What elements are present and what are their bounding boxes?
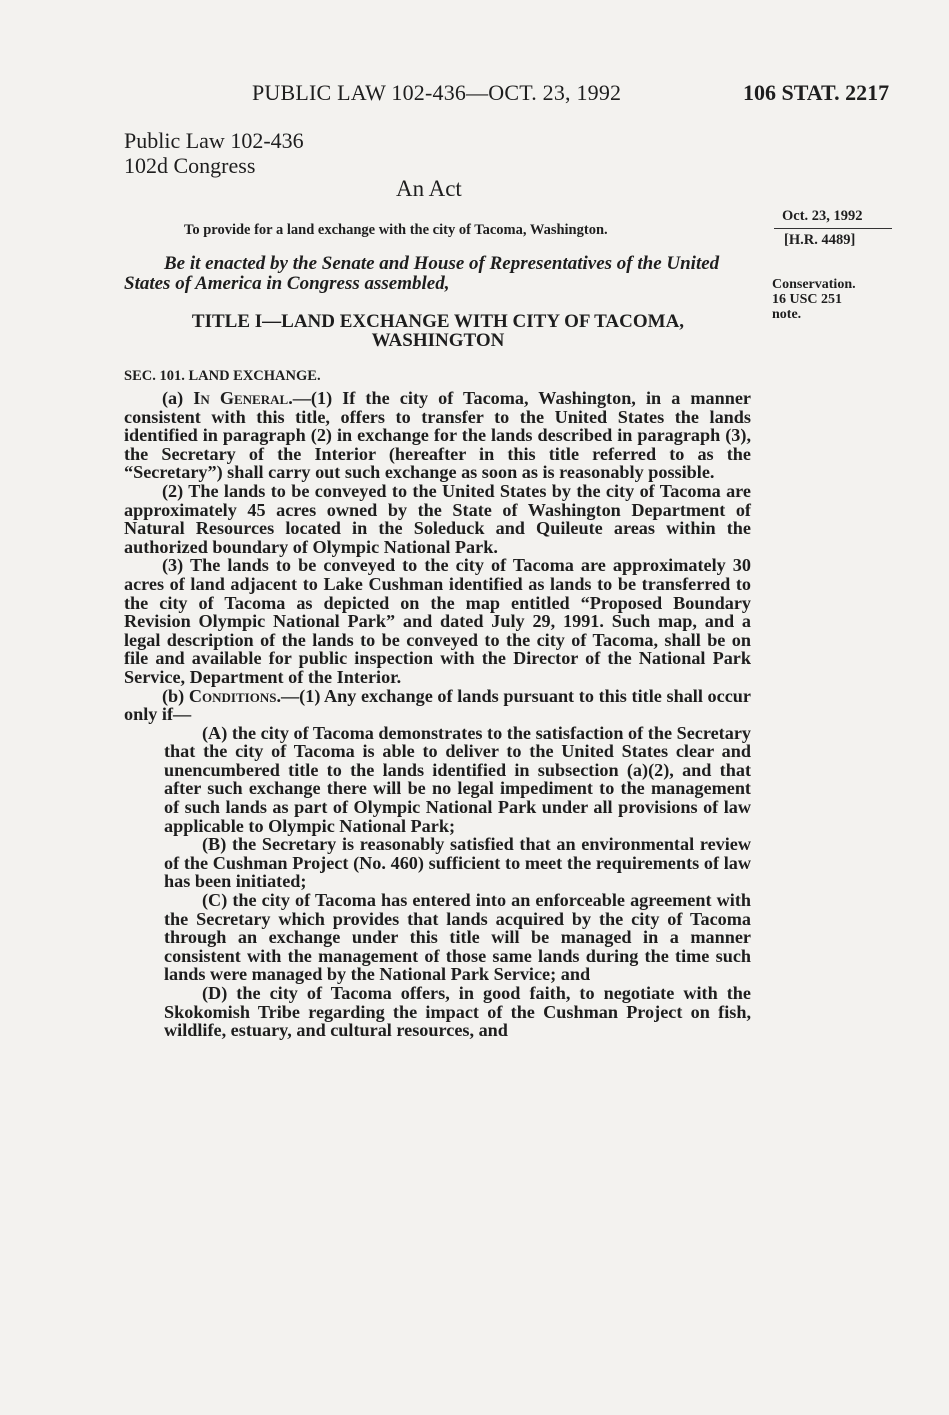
paragraph-text: .—(1) Any exchange of lands pursuant to this title shall occur only if— bbox=[124, 685, 751, 725]
statute-reference: 106 STAT. 2217 bbox=[743, 80, 890, 105]
clause-a: (A) the city of Tacoma demonstrates to the satisfaction of the Secretary that the city of Tacoma is able to deliver to the United States clear and unencumbered title to the lands identified in subsection (a)(2), and that after such exchange there will be no legal impediment to the management of such lands as part of Olympic National Park under all provisions of law applicable to Olympic National Park; bbox=[164, 722, 751, 836]
margin-date: Oct. 23, 1992 bbox=[782, 208, 863, 224]
act-label: An Act bbox=[396, 176, 462, 201]
clause-d: (D) the city of Tacoma offers, in good faith, to negotiate with the Skokomish Tribe regarding the impact of the Cushman Project on fish, wildlife, estuary, and cultural resources, and bbox=[164, 983, 751, 1041]
public-law-number: Public Law 102-436 bbox=[124, 128, 304, 153]
section-body bbox=[124, 389, 751, 1040]
margin-note-line: Conservation. bbox=[772, 277, 856, 292]
paragraph-text: .—(1) If the city of Tacoma, Washington, in a manner consistent with this title, offers to transfer to the United States the lands identified in paragraph (2) in exchange for the lands described in paragraph (3), the Secretary of the Interior (hereafter in this title referred to as the “Secretary”) shall carry out such exchange as soon as is reasonably possible. bbox=[124, 388, 751, 483]
clause-b: (B) the Secretary is reasonably satisfied that an environmental review of the Cushman Project (No. 460) sufficient to meet the requirements of law has been initiated; bbox=[164, 834, 751, 892]
paragraph-a bbox=[124, 389, 751, 482]
margin-classification bbox=[772, 277, 902, 322]
margin-notes bbox=[772, 208, 902, 322]
margin-note-line: 16 USC 251 bbox=[772, 292, 843, 307]
title-heading bbox=[124, 312, 752, 350]
title-heading-line: TITLE I—LAND EXCHANGE WITH CITY OF TACOMA, bbox=[191, 311, 685, 332]
running-head: PUBLIC LAW 102-436—OCT. 23, 1992 bbox=[252, 80, 622, 105]
law-identification bbox=[124, 128, 304, 178]
paragraph-b bbox=[124, 687, 751, 724]
clause-c: (C) the city of Tacoma has entered into an enforceable agreement with the Secretary which provides that lands acquired by the city of Tacoma through an exchange under this title will be managed in a manner consistent with the management of those same lands during the time such lands were managed by the National Park Service; and bbox=[164, 890, 751, 985]
paragraph-caption: In General bbox=[193, 388, 289, 408]
margin-divider bbox=[774, 228, 892, 229]
paragraph-a3: (3) The lands to be conveyed to the city of Tacoma are approximately 30 acres of land adjacent to Lake Cushman identified as lands to be transferred to the city of Tacoma as depicted on the map entitled “Proposed Boundary Revision Olympic National Park” and dated July 29, 1991. Such map, and a legal description of the lands to be conveyed to the city of Tacoma, shall be on file and available for public inspection with the Director of the National Park Service, Department of the Interior. bbox=[124, 555, 751, 687]
paragraph-caption: Conditions bbox=[188, 685, 277, 706]
enacting-clause: Be it enacted by the Senate and House of Representatives of the United States of America in Congress assembled, bbox=[124, 253, 720, 294]
act-purpose: To provide for a land exchange with the city of Tacoma, Washington. bbox=[184, 222, 608, 238]
paragraph-lead: (b) bbox=[162, 685, 189, 706]
congress-label: 102d Congress bbox=[124, 153, 256, 178]
paragraph-lead: (a) bbox=[162, 388, 194, 408]
section-heading: SEC. 101. LAND EXCHANGE. bbox=[124, 368, 321, 384]
title-heading-line: WASHINGTON bbox=[371, 330, 505, 351]
margin-note-line: note. bbox=[772, 307, 802, 322]
paragraph-a2: (2) The lands to be conveyed to the United States by the city of Tacoma are approximately 45 acres owned by the State of Washington Department of Natural Resources located in the Soleduck and Quileute areas within the authorized boundary of Olympic National Park. bbox=[124, 480, 751, 557]
margin-bill-number: [H.R. 4489] bbox=[784, 232, 856, 248]
